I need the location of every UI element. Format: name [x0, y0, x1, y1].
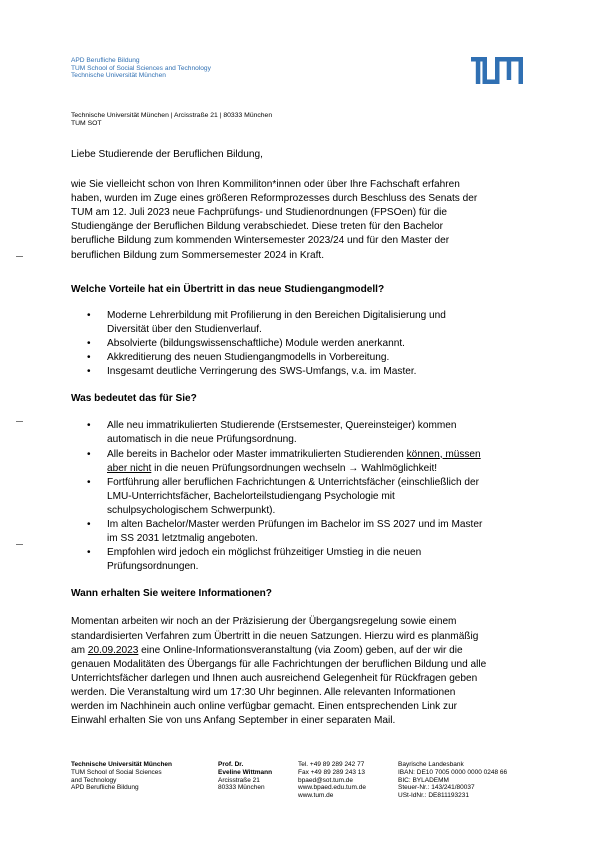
text-line: [107, 462, 531, 476]
text-line: TUM am 12. Juli 2023 neue Fachprüfungs- und Studienordnungen (FPSOen) für die: [71, 207, 447, 219]
list-item: [71, 365, 531, 379]
footer-line: Steuer-Nr.: 143/241/80037: [398, 784, 475, 792]
list-item: [71, 419, 531, 447]
footer-line: www.tum.de: [298, 792, 334, 800]
text-line: automatisch in die neue Prüfungsordnung.: [107, 434, 297, 446]
footer-line: 80333 München: [218, 784, 265, 792]
information-paragraph: [71, 615, 531, 728]
list-item: [71, 518, 531, 546]
text-line: • Fortführung aller beruflichen Fachrichtungen & Unterrichtsfächer (einschließlich der: [107, 476, 479, 488]
text-fragment: am: [71, 644, 88, 656]
footer-contact-person: [218, 761, 272, 792]
section-heading-meaning: Was bedeutet das für Sie?: [71, 393, 197, 405]
footer-line: USt-IdNr.: DE811193231: [398, 792, 469, 800]
text-line: werden. Die Veranstaltung wird um 17:30 Uhr beginnen. Alle relevanten Informationen: [71, 686, 456, 698]
section-heading-information: Wann erhalten Sie weitere Informationen?: [71, 588, 272, 600]
text-line: • Absolvierte (bildungswissenschaftliche) Module werden anerkannt.: [107, 337, 405, 349]
footer-line: Bayrische Landesbank: [398, 761, 464, 768]
return-address-dept: TUM SOT: [71, 120, 102, 128]
section-heading-advantages: Welche Vorteile hat ein Übertritt in das neue Studiengangmodell?: [71, 283, 385, 295]
footer-line: bpaed@sot.tum.de: [298, 776, 354, 784]
text-line: berufliche Bildung zum kommenden Wintersemester 2023/24 und für den Master der: [71, 235, 450, 247]
list-item: [71, 337, 531, 351]
text-line: Momentan arbeiten wir noch an der Präzisierung der Übergangsregelung sowie einem: [71, 616, 457, 628]
text-line: schulpsychologischem Schwerpunkt).: [107, 504, 276, 516]
footer-line: Fax +49 89 289 243 13: [298, 768, 366, 776]
text-line: standardisierten Verfahren zum Übertritt in die neuen Satzungen. Hierzu wird es planmäßig: [71, 630, 479, 642]
text-line: im SS 2031 letztmalig angeboten.: [107, 533, 258, 545]
fold-mark: [16, 256, 23, 257]
text-fragment: in die neuen Prüfungsordnungen wechseln → Wahlmöglichkeit!: [151, 462, 438, 474]
footer-line: Technische Universität München: [71, 761, 173, 768]
text-line: Einwahl erhalten Sie von uns Anfang September in einer separaten Mail.: [71, 715, 396, 727]
text-line: beruflichen Bildung zum Sommersemester 2024 in Kraft.: [71, 249, 325, 261]
text-line: • Im alten Bachelor/Master werden Prüfungen im Bachelor im SS 2027 und im Master: [107, 518, 483, 530]
footer-bank-details: [398, 761, 507, 800]
sender-block: [71, 57, 211, 80]
salutation: Liebe Studierende der Beruflichen Bildung,: [71, 149, 263, 160]
text-line: werden im Nachhinein auch online verfügbar gemacht. Einen entsprechenden Link zur: [71, 701, 458, 712]
advantages-list: [71, 309, 531, 379]
text-line: • Empfohlen wird jedoch ein möglichst frühzeitiger Umstieg in die neuen: [107, 547, 422, 559]
footer-line: BIC: BYLADEMM: [398, 776, 449, 784]
fold-mark: [16, 544, 23, 545]
footer-line: and Technology: [71, 776, 117, 784]
list-item: [71, 309, 531, 337]
text-line: • Akkreditierung des neuen Studiengangmodells in Vorbereitung.: [107, 352, 390, 364]
meaning-list: [71, 419, 531, 574]
tum-logo-icon: [471, 57, 523, 84]
return-address: [71, 112, 272, 129]
text-line: LMU-Unterrichtsfächer, Bachelorteilstudiengang Psychologie mit: [107, 490, 395, 502]
text-fragment: Alle bereits in Bachelor oder Master immatrikulierten Studierenden: [107, 448, 407, 460]
footer-line: Eveline Wittmann: [218, 768, 273, 776]
list-item: [71, 476, 531, 518]
sender-university: Technische Universität München: [71, 72, 166, 80]
text-line: Unterrichtsfächer darlegen und Ihnen auch ausreichend Gelegenheit für Rückfragen geben: [71, 672, 478, 684]
letter-body: [71, 148, 531, 728]
sender-department: APD Berufliche Bildung: [71, 57, 140, 64]
return-address-line: Technische Universität München | Arcisstraße 21 | 80333 München: [71, 112, 273, 119]
text-line: • Alle neu immatrikulierten Studierende (Erstsemester, Quereinsteiger) kommen: [107, 420, 457, 432]
text-line: haben, wurden im Zuge eines größeren Reformprozesses durch Beschluss des Senats der: [71, 193, 478, 205]
footer-line: IBAN: DE10 7005 0000 0000 0248 66: [398, 768, 508, 776]
intro-paragraph: [71, 178, 531, 263]
text-line: [107, 448, 531, 462]
text-line: wie Sie vielleicht schon von Ihren Kommiliton*innen oder über Ihre Fachschaft erfahren: [71, 179, 460, 191]
list-item: [71, 546, 531, 574]
sender-school: TUM School of Social Sciences and Technology: [71, 64, 211, 72]
list-item: [71, 351, 531, 365]
text-line: [71, 644, 531, 658]
punch-mark: [16, 421, 23, 422]
event-date: 20.09.2023: [87, 644, 139, 656]
footer-institution: [71, 761, 172, 792]
footer-line: Tel. +49 89 289 242 77: [298, 761, 365, 768]
text-fragment: eine Online-Informationsveranstaltung (via Zoom) geben, auf der wir die: [138, 644, 463, 656]
text-line: Studiengänge der Beruflichen Bildung verabschiedet. Diese treten für den Bachelor: [71, 221, 444, 233]
text-line: Diversität über den Studienverlauf.: [107, 323, 262, 335]
underlined-text: können, müssen: [406, 448, 481, 460]
text-line: • Moderne Lehrerbildung mit Profilierung in den Bereichen Digitalisierung und: [107, 309, 446, 321]
underlined-text: aber nicht: [107, 462, 152, 474]
text-line: • Insgesamt deutliche Verringerung des SWS-Umfangs, v.a. im Master.: [107, 366, 417, 378]
footer-line: www.bpaed.edu.tum.de: [298, 784, 366, 792]
footer-line: Arcisstraße 21: [218, 776, 260, 784]
list-item: [71, 448, 531, 476]
footer-line: APD Berufliche Bildung: [71, 784, 139, 792]
text-line: Prüfungsordnungen.: [107, 561, 199, 573]
text-line: genauen Modalitäten des Übergangs für alle Fachrichtungen der beruflichen Bildung und alle: [71, 658, 487, 670]
footer-line: Prof. Dr.: [218, 761, 244, 768]
footer-contact-details: [298, 761, 366, 800]
footer-line: TUM School of Social Sciences: [71, 768, 162, 776]
